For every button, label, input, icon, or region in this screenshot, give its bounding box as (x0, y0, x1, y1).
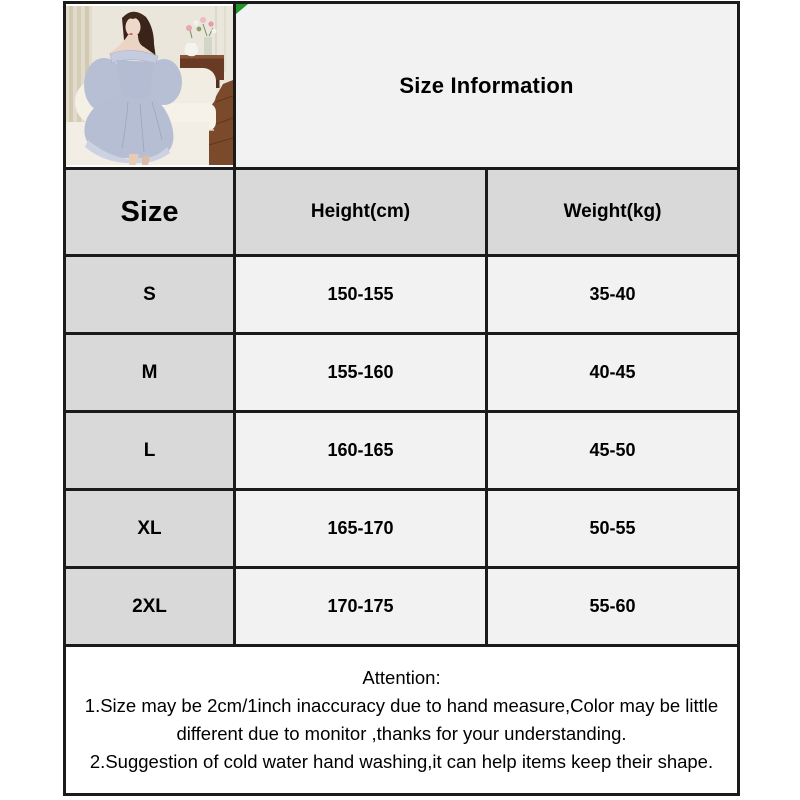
column-header-size: Size (65, 169, 235, 256)
weight-value: 35-40 (487, 256, 739, 334)
attention-note (65, 646, 739, 795)
height-value: 160-165 (235, 412, 487, 490)
table-row-2xl (65, 568, 739, 646)
title-cell (235, 3, 739, 169)
green-corner-marker-icon (236, 4, 248, 14)
size-information-table (63, 1, 740, 796)
size-label: S (65, 256, 235, 334)
attention-text-line: 2.Suggestion of cold water hand washing,it can help items keep their shape. (89, 751, 714, 772)
attention-row (65, 646, 739, 795)
table-row-m (65, 334, 739, 412)
height-value: 165-170 (235, 490, 487, 568)
banner-row (65, 3, 739, 169)
size-chart-sheet (63, 1, 740, 796)
column-header-height: Height(cm) (235, 169, 487, 256)
size-label: XL (65, 490, 235, 568)
height-value: 150-155 (235, 256, 487, 334)
weight-value: 45-50 (487, 412, 739, 490)
attention-heading: Attention: (362, 667, 441, 688)
attention-text-line: 1.Size may be 2cm/1inch inaccuracy due to hand measure,Color may be little (84, 695, 719, 716)
attention-text-line: different due to monitor ,thanks for your understanding. (176, 723, 627, 744)
model-lips (129, 33, 133, 35)
size-label: M (65, 334, 235, 412)
table-row-l (65, 412, 739, 490)
height-value: 155-160 (235, 334, 487, 412)
page-title: Size Information (399, 72, 574, 98)
weight-value: 40-45 (487, 334, 739, 412)
model-face (126, 18, 141, 37)
size-label: 2XL (65, 568, 235, 646)
title-wrap (236, 4, 737, 167)
product-photo-cell (65, 3, 235, 169)
column-header-weight: Weight(kg) (487, 169, 739, 256)
size-label: L (65, 412, 235, 490)
dress-bodice (116, 60, 154, 100)
weight-value: 50-55 (487, 490, 739, 568)
table-row-xl (65, 490, 739, 568)
table-row-s (65, 256, 739, 334)
table-header-row (65, 169, 739, 256)
weight-value: 55-60 (487, 568, 739, 646)
height-value: 170-175 (235, 568, 487, 646)
product-photo (66, 6, 233, 165)
